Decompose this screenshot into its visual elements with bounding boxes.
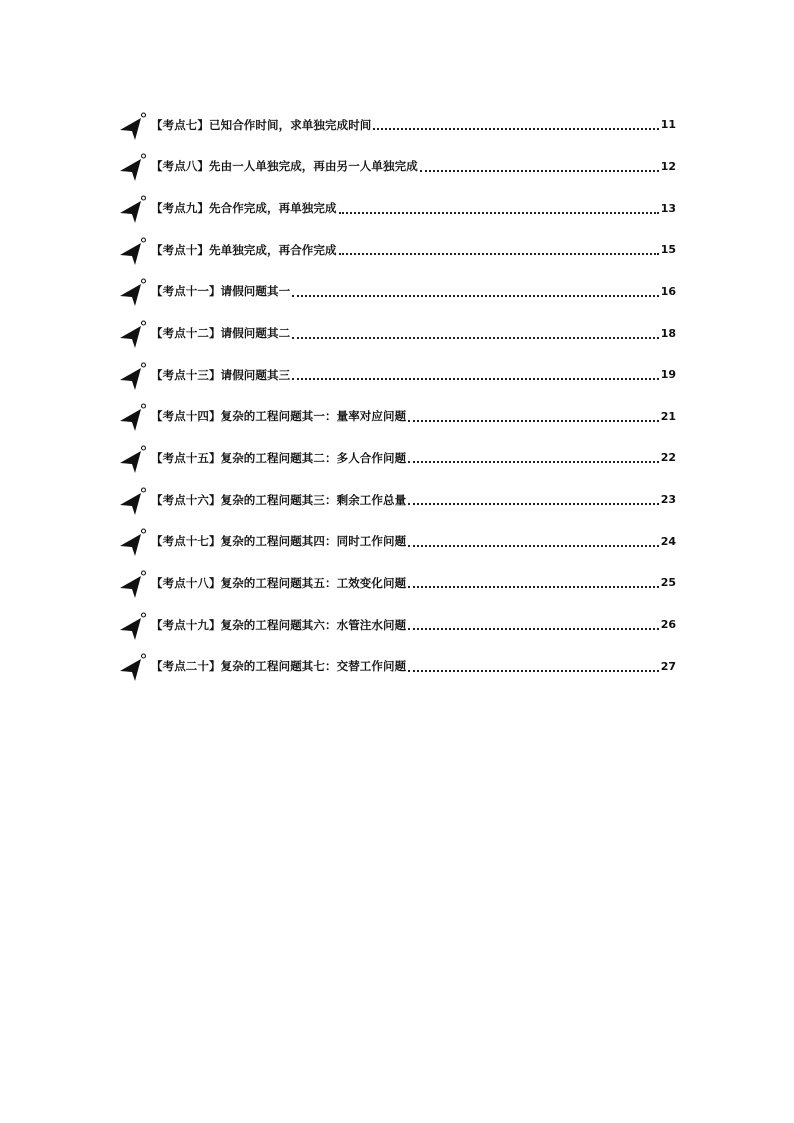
arrow-pointer-icon: [118, 319, 148, 349]
toc-entry-page: 18: [660, 326, 676, 340]
arrow-pointer-icon: [118, 402, 148, 432]
dot-leader: [408, 544, 658, 547]
dot-leader: [339, 252, 659, 255]
toc-entry-title: 【考点九】先合作完成，再单独完成: [151, 201, 337, 216]
arrow-pointer-icon: [118, 652, 148, 682]
toc-entry-title: 【考点七】已知合作时间，求单独完成时间: [151, 117, 372, 132]
toc-entry-page: 12: [660, 159, 676, 173]
dot-leader: [408, 669, 658, 672]
toc-entry-page: 27: [660, 659, 676, 673]
dot-leader: [408, 585, 658, 588]
toc-entry-title: 【考点八】先由一人单独完成，再由另一人单独完成: [151, 159, 418, 174]
toc-entry-page: 13: [660, 201, 676, 215]
dot-leader: [292, 377, 658, 380]
toc-entry-title: 【考点二十】复杂的工程问题其七：交替工作问题: [151, 659, 407, 674]
toc-entry-title: 【考点十八】复杂的工程问题其五：工效变化问题: [151, 575, 407, 590]
dot-leader: [408, 502, 658, 505]
toc-entry[interactable]: [118, 187, 676, 229]
toc-entry-page: 26: [660, 618, 676, 631]
arrow-pointer-icon: [118, 277, 148, 307]
toc-entry-title: 【考点十五】复杂的工程问题其二：多人合作问题: [151, 450, 407, 465]
toc-entry-page: 24: [660, 534, 676, 548]
toc-entry-title: 【考点十九】复杂的工程问题其六：水管注水问题: [151, 617, 407, 632]
dot-leader: [408, 460, 658, 463]
toc-entry[interactable]: [118, 479, 676, 521]
toc-entry-page: 23: [660, 493, 676, 507]
toc-entry-title: 【考点十一】请假问题其一: [151, 284, 291, 299]
toc-entry[interactable]: [118, 354, 676, 396]
toc-entry-page: 11: [660, 118, 676, 132]
toc-entry-page: 15: [660, 243, 676, 257]
toc-entry-page: 22: [660, 451, 676, 465]
table-of-contents: [118, 104, 676, 687]
toc-entry[interactable]: [118, 312, 676, 354]
arrow-pointer-icon: [118, 236, 148, 266]
toc-entry-title: 【考点十二】请假问题其二: [151, 326, 291, 341]
toc-entry[interactable]: [118, 395, 676, 437]
toc-entry[interactable]: [118, 146, 676, 188]
toc-entry[interactable]: [118, 229, 676, 271]
toc-entry[interactable]: [118, 604, 676, 646]
toc-entry[interactable]: [118, 104, 676, 146]
dot-leader: [339, 211, 659, 214]
arrow-pointer-icon: [118, 111, 148, 141]
arrow-pointer-icon: [118, 611, 148, 641]
toc-entry[interactable]: [118, 437, 676, 479]
arrow-pointer-icon: [118, 486, 148, 516]
toc-entry[interactable]: [118, 645, 676, 687]
toc-entry-page: 21: [660, 409, 676, 423]
arrow-pointer-icon: [118, 152, 148, 182]
arrow-pointer-icon: [118, 361, 148, 391]
arrow-pointer-icon: [118, 444, 148, 474]
dot-leader: [408, 419, 658, 422]
dot-leader: [292, 294, 658, 297]
toc-entry-title: 【考点十七】复杂的工程问题其四：同时工作问题: [151, 534, 407, 549]
toc-entry-page: 25: [660, 576, 676, 590]
toc-entry-page: 16: [660, 284, 676, 298]
toc-entry[interactable]: [118, 271, 676, 313]
arrow-pointer-icon: [118, 569, 148, 599]
arrow-pointer-icon: [118, 194, 148, 224]
dot-leader: [292, 336, 658, 339]
dot-leader: [420, 169, 659, 172]
dot-leader: [408, 627, 658, 630]
toc-entry-title: 【考点十六】复杂的工程问题其三：剩余工作总量: [151, 492, 407, 507]
toc-entry-page: 19: [660, 368, 676, 382]
toc-entry[interactable]: [118, 520, 676, 562]
arrow-pointer-icon: [118, 527, 148, 557]
toc-entry-title: 【考点十】先单独完成，再合作完成: [151, 242, 337, 257]
toc-entry[interactable]: [118, 562, 676, 604]
toc-entry-title: 【考点十四】复杂的工程问题其一：量率对应问题: [151, 409, 407, 424]
toc-entry-title: 【考点十三】请假问题其三: [151, 367, 291, 382]
dot-leader: [373, 127, 658, 130]
